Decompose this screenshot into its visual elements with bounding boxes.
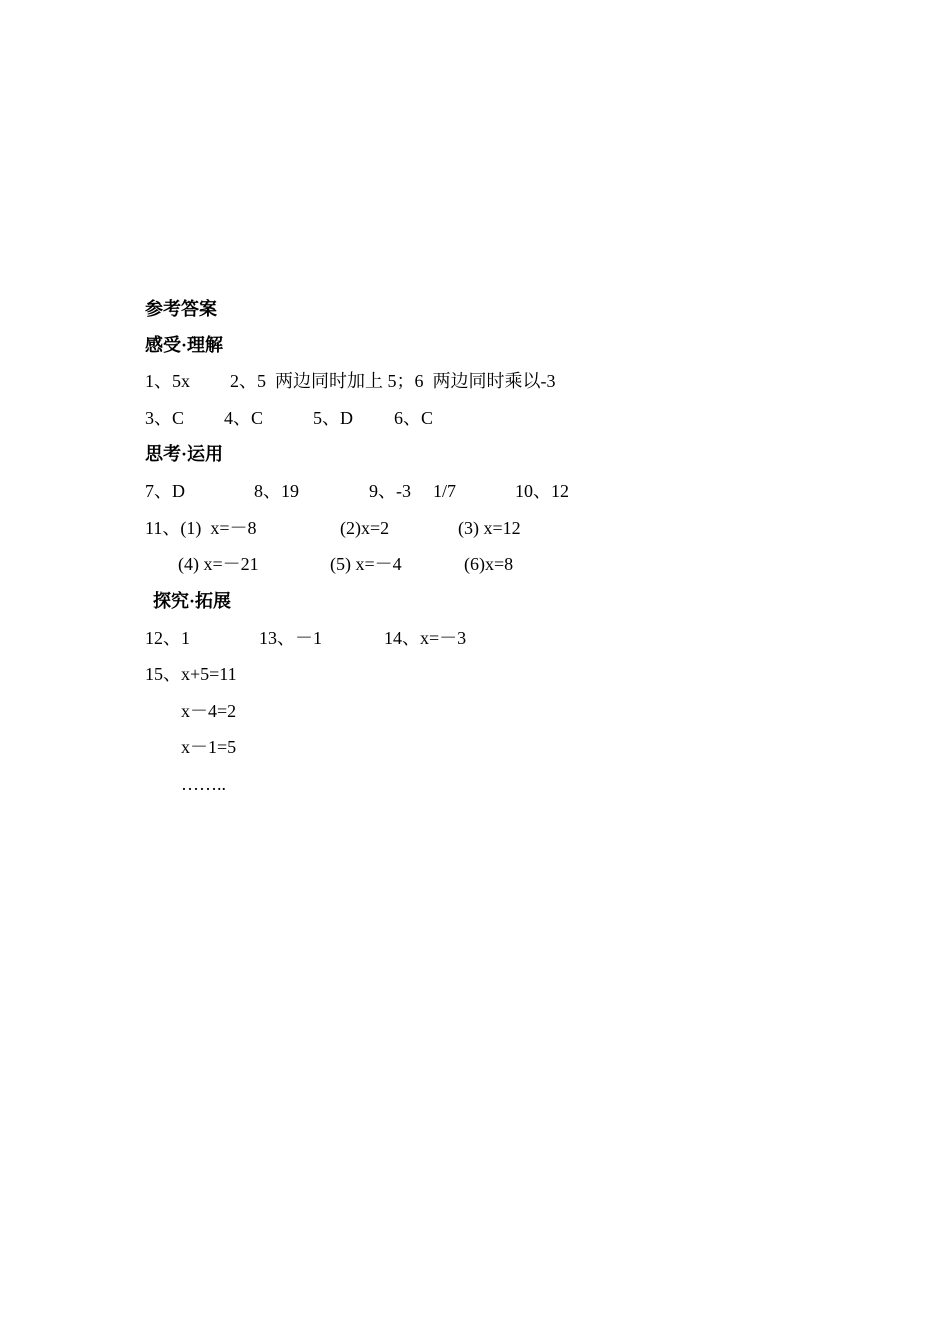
answer-item: (3) x=12 [458, 518, 521, 538]
section-heading-application: 思考·运用 [145, 444, 224, 464]
answer-row [0, 627, 950, 649]
section-heading-exploration: 探究·拓展 [153, 591, 232, 611]
answer-item: (6)x=8 [464, 554, 514, 574]
section-heading-understanding: 感受·理解 [145, 335, 224, 355]
answer-row [0, 407, 950, 429]
answer-item: x－4=2 [181, 701, 237, 721]
answer-row [0, 700, 950, 722]
answer-item: 5、D [313, 408, 353, 428]
page-title: 参考答案 [145, 299, 217, 319]
answer-row [0, 480, 950, 502]
answer-item: 4、C [224, 408, 264, 428]
answer-row [0, 736, 950, 758]
answer-item: 8、19 [254, 481, 299, 501]
answer-item: (4) x=－21 [178, 554, 259, 574]
answer-item: 2、5 两边同时加上 5；6 两边同时乘以-3 [230, 371, 556, 391]
answer-item: 7、D [145, 481, 185, 501]
answer-item: x－1=5 [181, 737, 237, 757]
answer-item: 10、12 [515, 481, 569, 501]
answer-item: 9、-3 [369, 481, 411, 501]
answer-item: 1、5x [145, 371, 190, 391]
answer-item: (2)x=2 [340, 518, 390, 538]
answer-item: (5) x=－4 [330, 554, 402, 574]
answer-row [0, 663, 950, 685]
answer-item: …….. [181, 774, 226, 794]
answer-item: 1/7 [433, 481, 457, 501]
answer-item: 15、x+5=11 [145, 664, 237, 684]
answer-item: 3、C [145, 408, 185, 428]
answer-item: 6、C [394, 408, 434, 428]
answer-item: 13、－1 [259, 628, 322, 648]
answer-item: 11、(1) x=－8 [145, 518, 257, 538]
answer-row [0, 773, 950, 795]
answer-item: 12、1 [145, 628, 190, 648]
answer-row [0, 517, 950, 539]
answer-row [0, 370, 950, 392]
answer-item: 14、x=－3 [384, 628, 467, 648]
answer-row [0, 553, 950, 575]
